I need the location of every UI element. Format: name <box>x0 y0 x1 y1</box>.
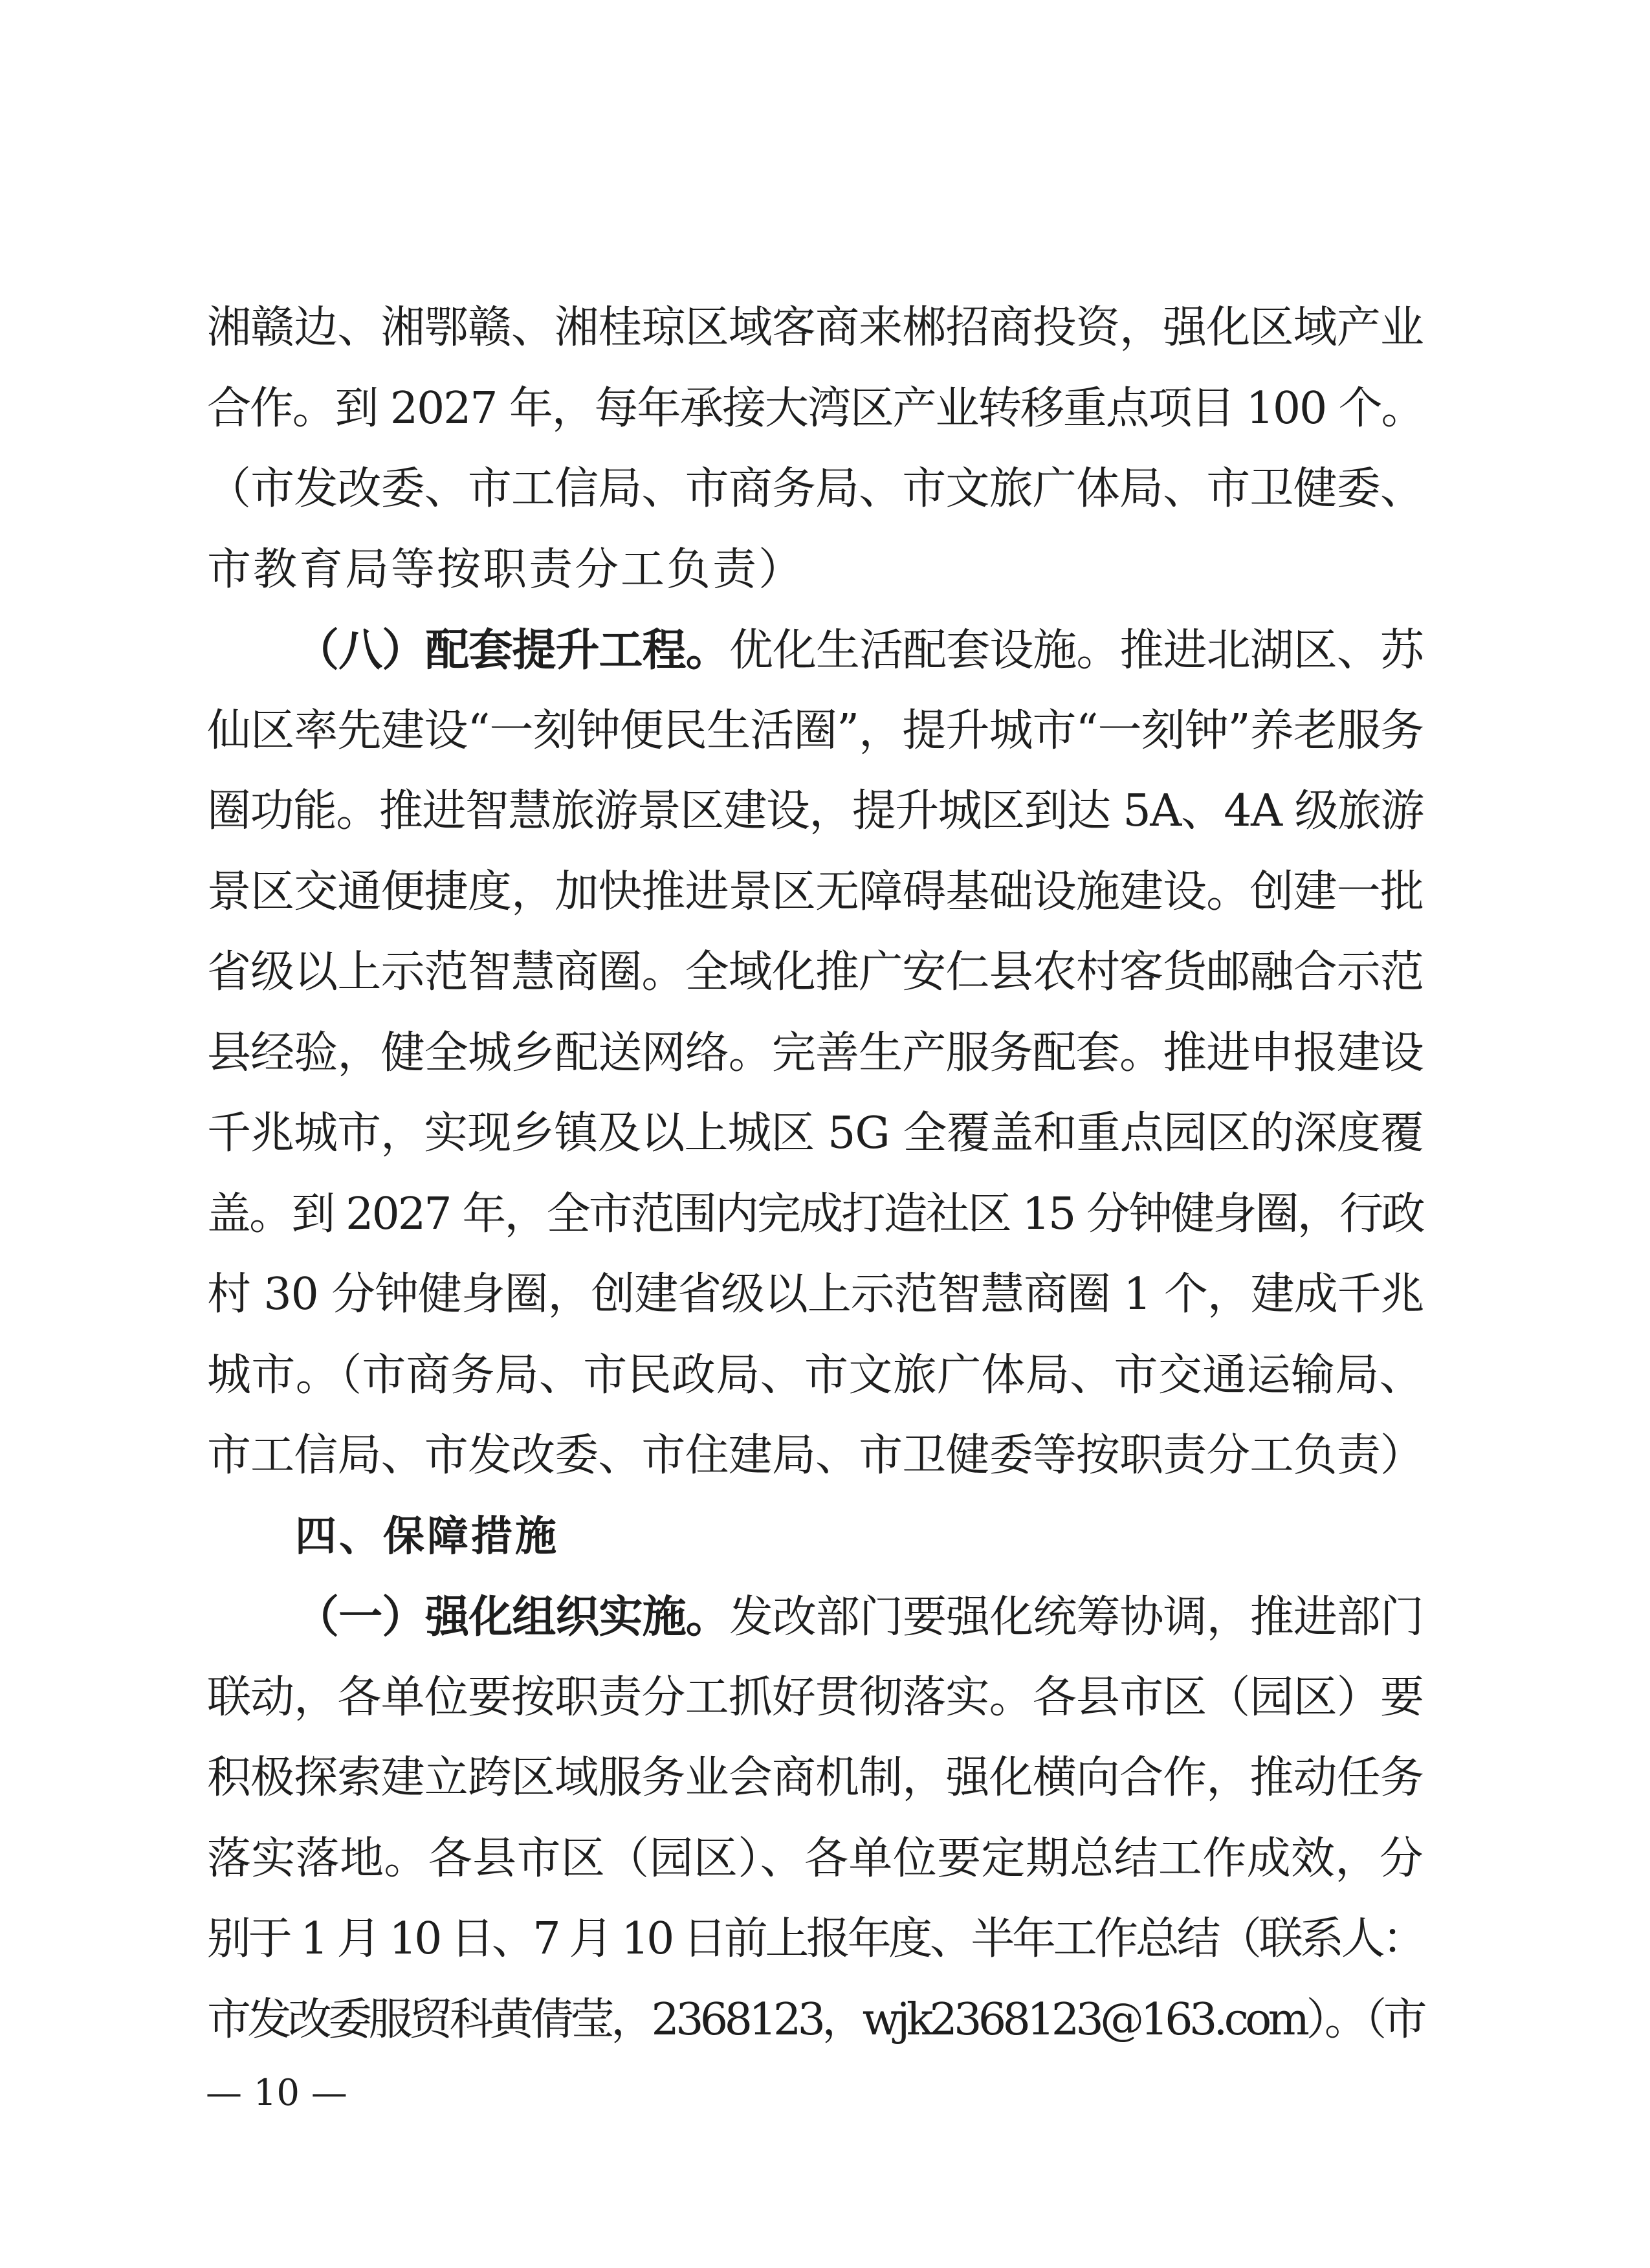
body-line <box>207 530 1424 611</box>
line-text: 优化生活配套设施。推进北湖区、苏 <box>729 625 1424 676</box>
body-line <box>207 1577 1424 1658</box>
body-line <box>207 1738 1424 1819</box>
line-text: 省级以上示范智慧商圈。全域化推广安仁县农村客货邮融合示范 <box>207 947 1424 998</box>
line-text: 别于 1 月 10 日、7 月 10 日前上报年度、半年工作总结（联系人： <box>207 1913 1424 1965</box>
body-line <box>207 449 1424 530</box>
body-line <box>207 1336 1424 1416</box>
body-line <box>207 852 1424 933</box>
line-text: （市发改委、市工信局、市商务局、市文旅广体局、市卫健委、 <box>207 463 1424 514</box>
line-text: 仙区率先建设“一刻钟便民生活圈”，提升城市“一刻钟”养老服务 <box>207 705 1424 756</box>
body-line <box>207 771 1424 852</box>
body-line <box>207 1416 1424 1497</box>
body-line <box>207 610 1424 691</box>
line-text: 县经验，健全城乡配送网络。完善生产服务配套。推进申报建设 <box>207 1027 1424 1079</box>
section-heading: 四、保障措施 <box>295 1512 559 1561</box>
body-line <box>207 288 1424 369</box>
line-text: 城市。（市商务局、市民政局、市文旅广体局、市交通运输局、 <box>207 1349 1424 1401</box>
line-text: 联动，各单位要按职责分工抓好贯彻落实。各县市区（园区）要 <box>207 1671 1424 1723</box>
line-text: 发改部门要强化统筹协调，推进部门 <box>729 1592 1424 1643</box>
page-number: — 10 — <box>206 2072 347 2114</box>
body-line <box>207 1819 1424 1900</box>
body-line <box>207 1255 1424 1336</box>
body-text <box>207 288 1424 2060</box>
body-line <box>207 1013 1424 1094</box>
body-line <box>207 1094 1424 1174</box>
body-line <box>207 1174 1424 1255</box>
line-text: 市教育局等按职责分工负责） <box>207 544 805 595</box>
body-line <box>207 1899 1424 1980</box>
line-text: 盖。到 2027 年，全市范围内完成打造社区 15 分钟健身圈，行政 <box>207 1188 1424 1240</box>
body-line <box>207 932 1424 1013</box>
body-line <box>207 369 1424 450</box>
line-text: 景区交通便捷度，加快推进景区无障碍基础设施建设。创建一批 <box>207 866 1424 918</box>
line-text: 圈功能。推进智慧旅游景区建设，提升城区到达 5A、4A 级旅游 <box>207 786 1424 837</box>
line-text: 积极探索建立跨区域服务业会商机制，强化横向合作，推动任务 <box>207 1752 1424 1803</box>
line-text: 村 30 分钟健身圈，创建省级以上示范智慧商圈 1 个，建成千兆 <box>207 1269 1424 1320</box>
line-text: 市发改委服贸科黄倩莹，2368123，wjk2368123@163.com）。（市 <box>207 1994 1424 2045</box>
line-text: 市工信局、市发改委、市住建局、市卫健委等按职责分工负责） <box>207 1430 1424 1481</box>
body-line <box>207 1980 1424 2061</box>
body-line <box>207 691 1424 772</box>
paragraph-lead-heading: （一）强化组织实施。 <box>295 1591 729 1643</box>
line-text: 千兆城市，实现乡镇及以上城区 5G 全覆盖和重点园区的深度覆 <box>207 1108 1424 1159</box>
line-text: 落实落地。各县市区（园区）、各单位要定期总结工作成效，分 <box>207 1833 1424 1884</box>
paragraph-lead-heading: （八）配套提升工程。 <box>295 624 729 676</box>
line-text: 湘赣边、湘鄂赣、湘桂琼区域客商来郴招商投资，强化区域产业 <box>207 302 1424 353</box>
body-line <box>207 1658 1424 1739</box>
line-text: 合作。到 2027 年，每年承接大湾区产业转移重点项目 100 个。 <box>207 382 1424 434</box>
